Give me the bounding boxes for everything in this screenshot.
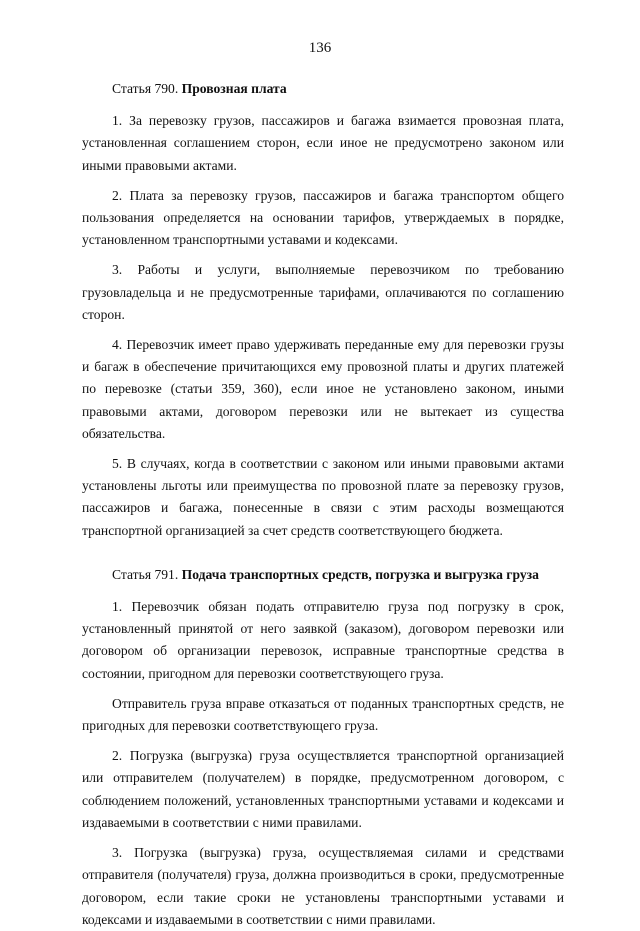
article-paragraph: 1. За перевозку грузов, пассажиров и багажа взимается провозная плата, установленная соглашением сторон, если иное не предусмотрено законом или иными правовыми актами. — [82, 113, 564, 173]
article-paragraph: 3. Работы и услуги, выполняемые перевозчиком по требованию грузовладельца и не предусмотренные тарифами, оплачиваются по соглашению сторон. — [82, 262, 564, 322]
article-paragraph: Отправитель груза вправе отказаться от поданных транспортных средств, не пригодных для перевозки соответствующего груза. — [82, 695, 564, 734]
article-title: Подача транспортных средств, погрузка и выгрузка груза — [181, 566, 539, 582]
article-title: Провозная плата — [181, 81, 287, 96]
article-790 — [82, 78, 564, 542]
article-paragraph: 1. Перевозчик обязан подать отправителю груза под погрузку в срок, установленный принятой от него заявкой (заказом), договором перевозки или договором об организации перевозок, исправные транспортные средства в состоянии, пригодном для перевозки соответствующего груза. — [82, 599, 564, 681]
page-number: 136 — [308, 40, 332, 56]
article-heading — [82, 564, 564, 586]
article-number: Статья 791. — [112, 566, 179, 582]
article-paragraph: 3. Погрузка (выгрузка) груза, осуществляемая силами и средствами отправителя (получателя) груза, должна производиться в сроки, предусмотренные договором, если такие сроки не установлены транспортными уставами и кодексами и издаваемыми в соответствии с ними правилами. — [82, 845, 564, 927]
article-heading — [82, 78, 564, 100]
page-content — [82, 78, 564, 931]
article-paragraph: 5. В случаях, когда в соответствии с законом или иными правовыми актами установлены льготы или преимущества по провозной плате за перевозку грузов, пассажиров и багажа, понесенные в связи с этим расходы возмещаются транспортной организацией за счет средств соответствующего бюджета. — [82, 456, 564, 538]
article-791 — [82, 564, 564, 931]
article-paragraph: 2. Плата за перевозку грузов, пассажиров и багажа транспортом общего пользования определяется на основании тарифов, утверждаемых в порядке, установленном транспортными уставами и кодексами. — [82, 187, 564, 248]
article-number: Статья 790. — [112, 81, 179, 96]
article-paragraph: 2. Погрузка (выгрузка) груза осуществляется транспортной организацией или отправителем (получателем) в порядке, предусмотренном договором, с соблюдением положений, установленных транспортными уставами и кодексами и издаваемыми в соответствии с ними правилами. — [82, 748, 564, 830]
article-paragraph: 4. Перевозчик имеет право удерживать переданные ему для перевозки грузы и багаж в обеспечение причитающихся ему провозной платы и других платежей по перевозке (статьи 359, 360), если иное не установлено законом, иными правовыми актами, договором перевозки или не вытекает из существа обязательства. — [82, 337, 564, 441]
